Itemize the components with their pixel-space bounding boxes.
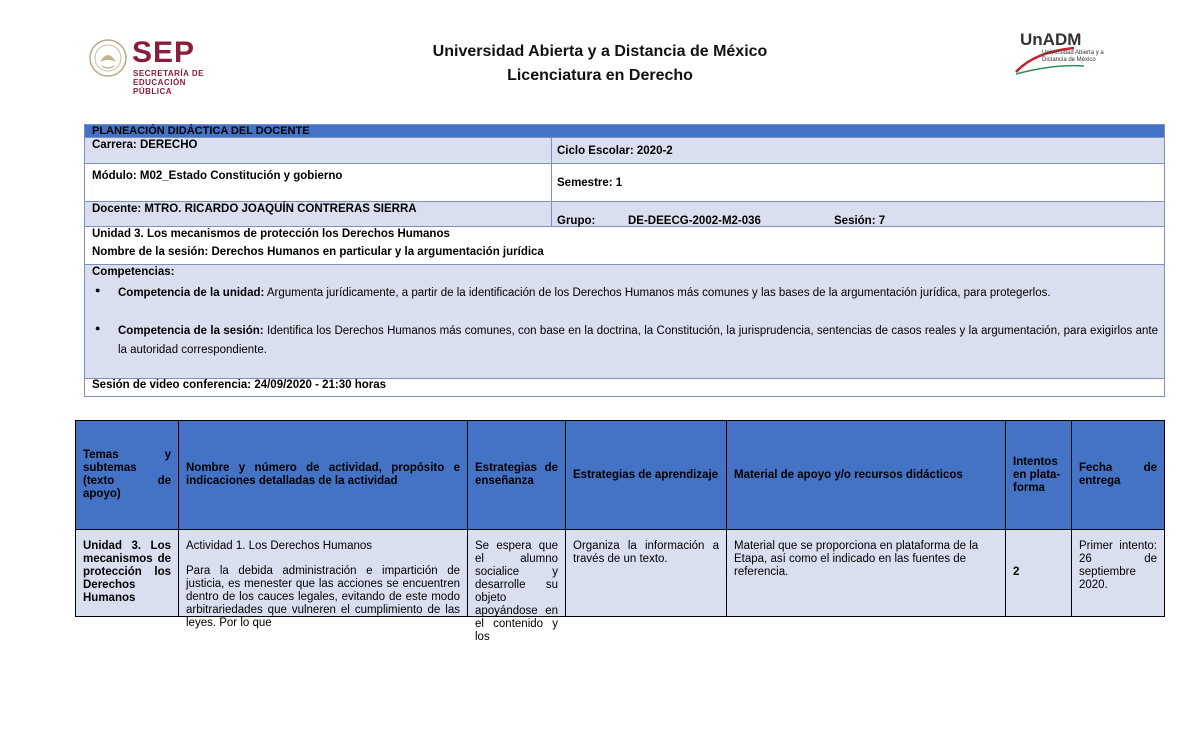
competencia-sesion-text: Identifica los Derechos Humanos más comunes, con base en la doctrina, la Constitución, la jurisprudencia, sentencias de casos reales y la argumentación, para exigirlos ante la autoridad correspondiente. [118,325,1158,356]
docente-row [85,202,1164,227]
bullet-icon: ● [95,285,101,295]
header-aprendizaje: Estrategias de aprendizaje [566,421,727,529]
cell-fecha: Primer intento: 26 de septiembre 2020. [1072,530,1164,616]
competencia-sesion-label: Competencia de la sesión: [118,325,264,337]
cell-ensenanza: Se espera que el alumno socialice y desarrolle su objeto apoyándose en el contenido y los [468,530,566,616]
header-temas: Temas y subtemas (texto de apoyo) [76,421,179,529]
videoconf-field: Sesión de video conferencia: 24/09/2020 - 21:30 horas [92,379,387,391]
header-actividad: Nombre y número de actividad, propósito e indicaciones detalladas de la actividad [179,421,468,529]
header-fecha: Fecha de entrega [1072,421,1164,529]
cell-intentos: 2 [1006,530,1072,616]
cell-temas: Unidad 3. Los mecanismos de protección los Derechos Humanos [76,530,179,616]
unadm-logo [1014,30,1119,78]
unadm-subtitle-1: Universidad Abierta y a [1042,50,1104,56]
sesion-field: Sesión: 7 [834,215,886,227]
modulo-row [85,164,1164,202]
program-title: Licenciatura en Derecho [507,67,693,84]
competencia-sesion [118,322,1158,360]
actividad-text: Para la debida administración e impartición de justicia, es menester que las acciones se encuentren dentro de los cauces legales, evitando de este modo arbitrariedades que vulneren el cumplimiento de las leyes. Por lo que [186,565,460,629]
competencia-unidad-label: Competencia de la unidad: [118,287,265,299]
grupo-value: DE-DEECG-2002-M2-036 [628,215,761,227]
bullet-icon: ● [95,323,101,333]
competencias-row [85,265,1164,379]
planning-heading: PLANEACIÓN DIDÁCTICA DEL DOCENTE [85,125,1164,138]
competencias-label: Competencias: [92,266,175,278]
cell-material: Material que se proporciona en plataforma de la Etapa, así como el indicado en las fuentes de referencia. [727,530,1006,616]
carrera-field: Carrera: DERECHO [92,139,198,151]
sep-subtitle-2: EDUCACIÓN PÚBLICA [133,78,186,96]
sep-subtitle-1: SECRETARÍA DE [133,69,204,78]
nombre-sesion-field: Nombre de la sesión: Derechos Humanos en particular y la argumentación jurídica [92,246,544,258]
competencia-unidad [118,284,1158,303]
cell-actividad [179,530,468,629]
grupo-label: Grupo: [557,215,596,227]
semestre-field: Semestre: 1 [557,177,623,189]
header-material: Material de apoyo y/o recursos didácticos [727,421,1006,529]
actividad-title: Actividad 1. Los Derechos Humanos [186,540,373,552]
activity-table [75,420,1165,643]
planning-table [84,124,1165,397]
videoconf-row [85,379,1164,396]
unadm-wordmark: UnADM [1020,30,1082,49]
header-intentos: Intentos en plata-forma [1006,421,1072,529]
modulo-field: Módulo: M02_Estado Constitución y gobierno [92,170,343,182]
carrera-row [85,138,1164,164]
unidad-row [85,227,1164,265]
sep-wordmark: SEP [132,36,196,69]
docente-field: Docente: MTRO. RICARDO JOAQUÍN CONTRERAS SIERRA [92,203,417,215]
unidad-field: Unidad 3. Los mecanismos de protección los Derechos Humanos [92,228,450,240]
competencia-unidad-text: Argumenta jurídicamente, a partir de la identificación de los Derechos Humanos más comunes y las bases de la argumentación jurídica, para protegerlos. [264,287,1051,299]
unadm-subtitle-2: Distancia de México [1042,57,1096,63]
header-ensenanza: Estrategias de enseñanza [468,421,566,529]
ciclo-field: Ciclo Escolar: 2020-2 [557,145,673,157]
cell-aprendizaje: Organiza la información a través de un texto. [566,530,727,616]
university-title: Universidad Abierta y a Distancia de México [432,43,768,60]
